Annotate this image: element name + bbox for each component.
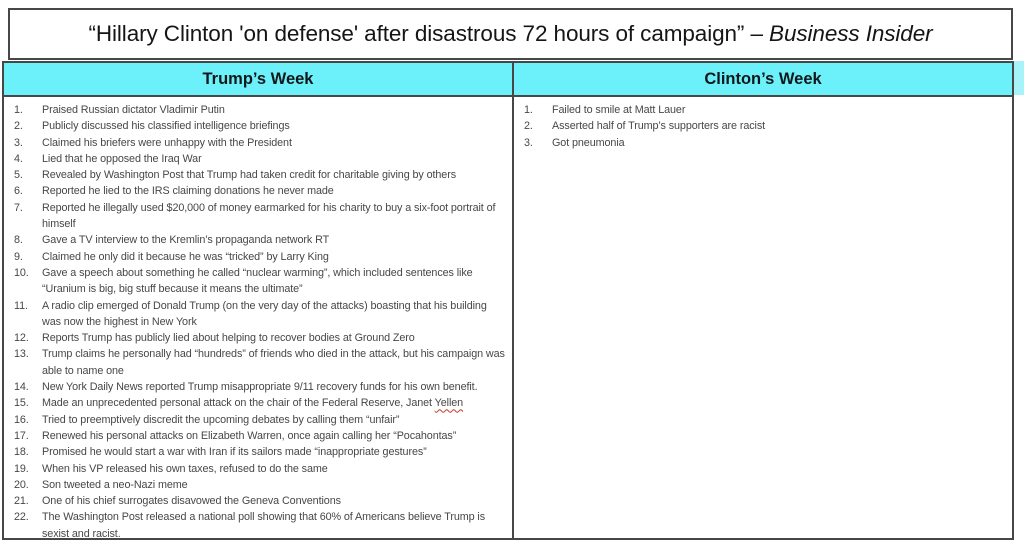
list-item-text: Promised he would start a war with Iran if its sailors made “inappropriate gestures” [42,446,427,459]
header-bar-overflow [1013,61,1024,95]
list-item [4,200,510,233]
list-item [4,477,510,493]
list-item-text: Reports Trump has publicly lied about helping to recover bodies at Ground Zero [42,332,415,345]
headline-quote: “Hillary Clinton 'on defense' after disastrous 72 hours of campaign” [88,21,745,46]
list-item [4,493,510,509]
list-item [4,298,510,331]
list-item-number: 11. [14,299,28,312]
list-item-number: 4. [14,152,23,165]
list-item-number: 12. [14,332,29,345]
list-item-number: 1. [524,104,533,116]
headline-separator: – [744,21,770,46]
list-item [4,265,510,298]
list-item [514,102,1010,118]
list-item-text: The Washington Post released a national poll showing that 60% of Americans believe Trump is sexist and racist. [42,511,486,538]
list-item-text: When his VP released his own taxes, refused to do the same [42,462,328,475]
list-item [4,183,510,199]
list-item-text: Claimed his briefers were unhappy with the President [42,136,292,149]
list-item-text: Renewed his personal attacks on Elizabeth Warren, once again calling her “Pocahontas” [42,429,457,442]
list-item-number: 2. [14,120,23,133]
clinton-week-list [514,97,1012,538]
list-item-number: 9. [14,250,23,263]
list-item-text: Trump claims he personally had “hundreds” of friends who died in the attack, but his campaign was able to name one [42,348,505,377]
list-item-number: 3. [524,136,533,149]
table-body-row [4,97,1012,538]
list-item-text: Publicly discussed his classified intelligence briefings [42,120,290,133]
list-item-text: Revealed by Washington Post that Trump had taken credit for charitable giving by others [42,169,457,182]
list-item-number: 8. [14,234,23,247]
list-item [4,330,510,346]
list-item [4,167,510,183]
list-item-number: 7. [14,201,23,214]
list-item [4,461,510,477]
list-item [4,102,510,118]
list-item-text: Son tweeted a neo-Nazi meme [42,478,188,491]
list-item [4,118,510,134]
column-header-trump: Trump’s Week [4,63,514,95]
list-item-number: 13. [14,348,29,361]
list-item-text: Asserted half of Trump’s supporters are racist [552,120,766,133]
list-item-number: 20. [14,478,29,491]
list-item-text: Praised Russian dictator Vladimir Putin [42,104,225,116]
list-item-text: One of his chief surrogates disavowed the Geneva Conventions [42,495,341,508]
list-item-number: 18. [14,446,29,459]
list-item [4,509,510,538]
list-item-text: Tried to preemptively discredit the upcoming debates by calling them “unfair” [42,413,400,426]
list-item-text: A radio clip emerged of Donald Trump (on the very day of the attacks) boasting that his building was now the highest in New York [42,299,487,328]
trump-week-list [4,97,514,538]
list-item [4,151,510,167]
list-item-number: 3. [14,136,23,149]
list-item-text: Made an unprecedented personal attack on the chair of the Federal Reserve, Janet Yellen [42,397,464,410]
list-item-text: Got pneumonia [552,136,625,149]
misspelled-word: Yellen [434,397,464,410]
headline-box [8,8,1013,60]
list-item-text: Claimed he only did it because he was “tricked” by Larry King [42,250,329,263]
list-item-number: 21. [14,495,29,508]
list-item-number: 15. [14,397,29,410]
list-item [4,395,510,411]
list-item [4,412,510,428]
headline-source: Business Insider [769,21,933,46]
list-item-number: 22. [14,511,29,524]
list-item [4,379,510,395]
list-item-number: 19. [14,462,29,475]
column-header-clinton: Clinton’s Week [704,69,822,88]
list-item-number: 17. [14,429,29,442]
list-item-text: Reported he illegally used $20,000 of money earmarked for his charity to buy a six-foot portrait of himself [42,201,496,231]
list-item-text: New York Daily News reported Trump misappropriate 9/11 recovery funds for his own benefit. [42,381,478,394]
list-item-number: 16. [14,413,29,426]
list-item [4,232,510,248]
list-item [4,249,510,265]
list-item-number: 6. [14,185,23,198]
list-item [4,444,510,460]
list-item-text: Failed to smile at Matt Lauer [552,104,686,116]
list-item-text: Reported he lied to the IRS claiming donations he never made [42,185,334,198]
list-item-text: Lied that he opposed the Iraq War [42,152,202,165]
list-item-number: 5. [14,169,23,182]
list-item-text: Gave a TV interview to the Kremlin’s propaganda network RT [42,234,330,247]
list-item [4,428,510,444]
list-item-text: Gave a speech about something he called “nuclear warming”, which included sentences like “Uranium is big, big stuff because it means the ultimate” [42,266,473,296]
list-item-number: 10. [14,266,29,279]
list-item [4,346,510,379]
list-item-number: 14. [14,381,29,394]
list-item-number: 1. [14,104,23,116]
list-item-number: 2. [524,120,533,133]
table-header-row [4,63,1012,97]
list-item [514,118,1010,134]
list-item [4,135,510,151]
comparison-table [2,61,1014,540]
list-item [514,135,1010,151]
